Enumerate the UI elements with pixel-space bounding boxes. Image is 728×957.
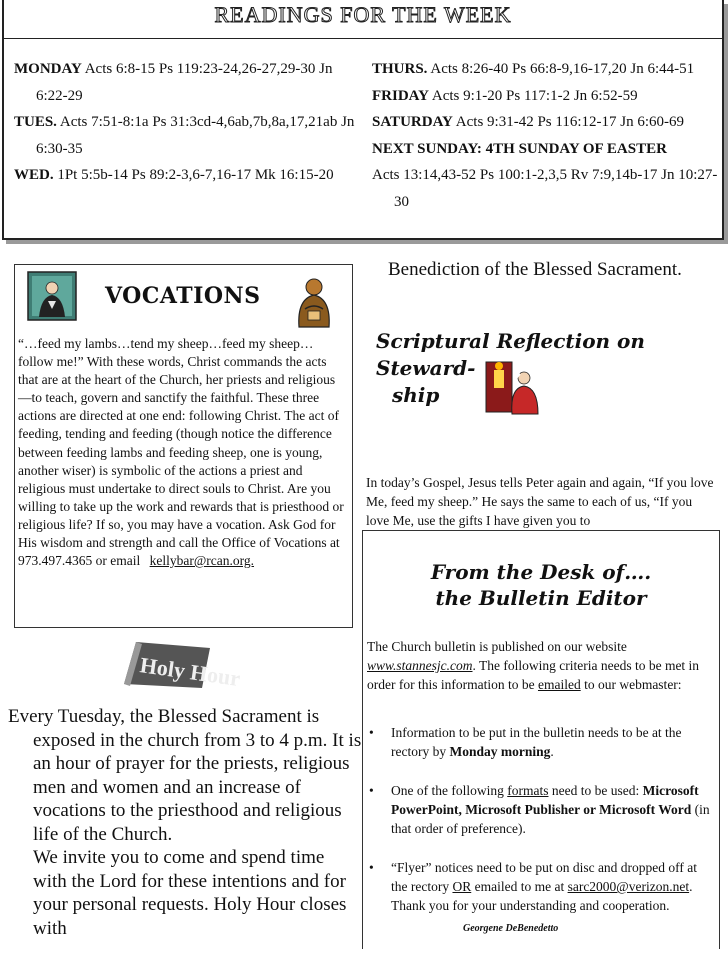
readings-title: READINGS FOR THE WEEK (214, 2, 512, 27)
reading-next-sunday-heading: NEXT SUNDAY: 4TH SUNDAY OF EASTER (372, 140, 667, 157)
vocations-box (14, 264, 353, 628)
vocations-title: VOCATIONS (105, 283, 261, 309)
stewardship-body: In today’s Gospel, Jesus tells Peter again and again, “If you love Me, feed my sheep.” He says the same to each of us, “If you love Me, use the gifts I have given you to (366, 475, 714, 528)
reading-tuesday: TUES. Acts 7:51-8:1a Ps 31:3cd-4,6ab,7b,8a,17,21ab Jn 6:30-35 (14, 114, 355, 157)
holy-hour-paragraph-1: Every Tuesday, the Blessed Sacrament is exposed in the church from 3 to 4 p.m. It is an hour of prayer for the priests, religious men and women and an increase of vocations to the priesthood and religious life of the Church. (8, 706, 362, 845)
vocations-body: “…feed my lambs…tend my sheep…feed my sheep…follow me!” With these words, Christ commands the acts that are at the heart of the Church, her priests and religious—to teach, govern and sanctify the faithful. These three actions are directed at one end: following Christ. The act of feeding, tending and feeding (though notice the difference between feeding lambs and feeding sheep, one is young, another wiser) is symbolic of the actions a priest and religious must undertake to direct souls to Christ. Are you willing to take up the work and rewards that is priesthood or religious life? If so, you may have a vocation. Ask God for His wisdom and strength and call the Office of Vocations at 973.497.4365 or email kellybar@rcan.org. (18, 336, 344, 569)
reading-friday: FRIDAY Acts 9:1-20 Ps 117:1-2 Jn 6:52-59 (372, 87, 638, 104)
emailed-word: emailed (537, 677, 581, 692)
praying-figure-candle-icon (484, 358, 542, 416)
editor-signature: Georgene DeBenedetto (463, 923, 559, 934)
holy-hour-paragraph-2: We invite you to come and spend time with the Lord for these intentions and for your personal requests. Holy Hour closes with (33, 847, 347, 939)
reading-monday: MONDAY Acts 6:8-15 Ps 119:23-24,26-27,29-30 Jn 6:22-29 (14, 61, 333, 104)
editor-criteria-list (367, 723, 713, 915)
reading-wednesday: WED. 1Pt 5:5b-14 Ps 89:2-3,6-7,16-17 Mk 16:15-20 (14, 167, 334, 183)
editor-intro: The Church bulletin is published on our website www.stannesjc.com. The following criteria needs to be met in order for this information to be emailed to our webmaster: (367, 639, 700, 692)
reading-thursday: THURS. Acts 8:26-40 Ps 66:8-9,16-17,20 Jn 6:44-51 (372, 61, 695, 77)
praying-priest-icon (27, 271, 77, 321)
readings-right-column (368, 56, 722, 215)
reading-saturday: SATURDAY Acts 9:31-42 Ps 116:12-17 Jn 6:60-69 (372, 114, 684, 130)
bulletin-editor-box (362, 530, 720, 949)
monk-icon (291, 275, 337, 329)
benediction-text: Benediction of the Blessed Sacrament. (388, 259, 682, 280)
list-item: • “Flyer” notices need to be put on disc and dropped off at the rectory OR emailed to me at sarc2000@verizon.net. Thank you for your understanding and cooperation. (367, 858, 713, 915)
holy-hour-wordart (118, 632, 242, 692)
vocations-email-link[interactable]: kellybar@rcan.org. (149, 553, 255, 569)
website-link[interactable]: www.stannesjc.com (367, 658, 473, 673)
stewardship-title: Scriptural Reflection on Steward- ship (376, 329, 645, 407)
holy-hour-art-text: Holy Hour (138, 652, 242, 692)
editor-title: From the Desk of…. the Bulletin Editor (430, 560, 652, 610)
readings-left-column (10, 56, 360, 189)
readings-box (2, 0, 724, 240)
list-item: • Information to be put in the bulletin needs to be at the rectory by Monday morning. (367, 723, 713, 761)
reading-next-sunday: Acts 13:14,43-52 Ps 100:1-2,3,5 Rv 7:9,14b-17 Jn 10:27-30 (372, 167, 718, 210)
title-divider (4, 38, 722, 39)
list-item: • One of the following formats need to be used: Microsoft PowerPoint, Microsoft Publisher or Microsoft Word (in that order of preference). (367, 781, 713, 838)
holy-hour-text (6, 705, 362, 940)
editor-email-link[interactable]: sarc2000@verizon.net (567, 879, 690, 894)
